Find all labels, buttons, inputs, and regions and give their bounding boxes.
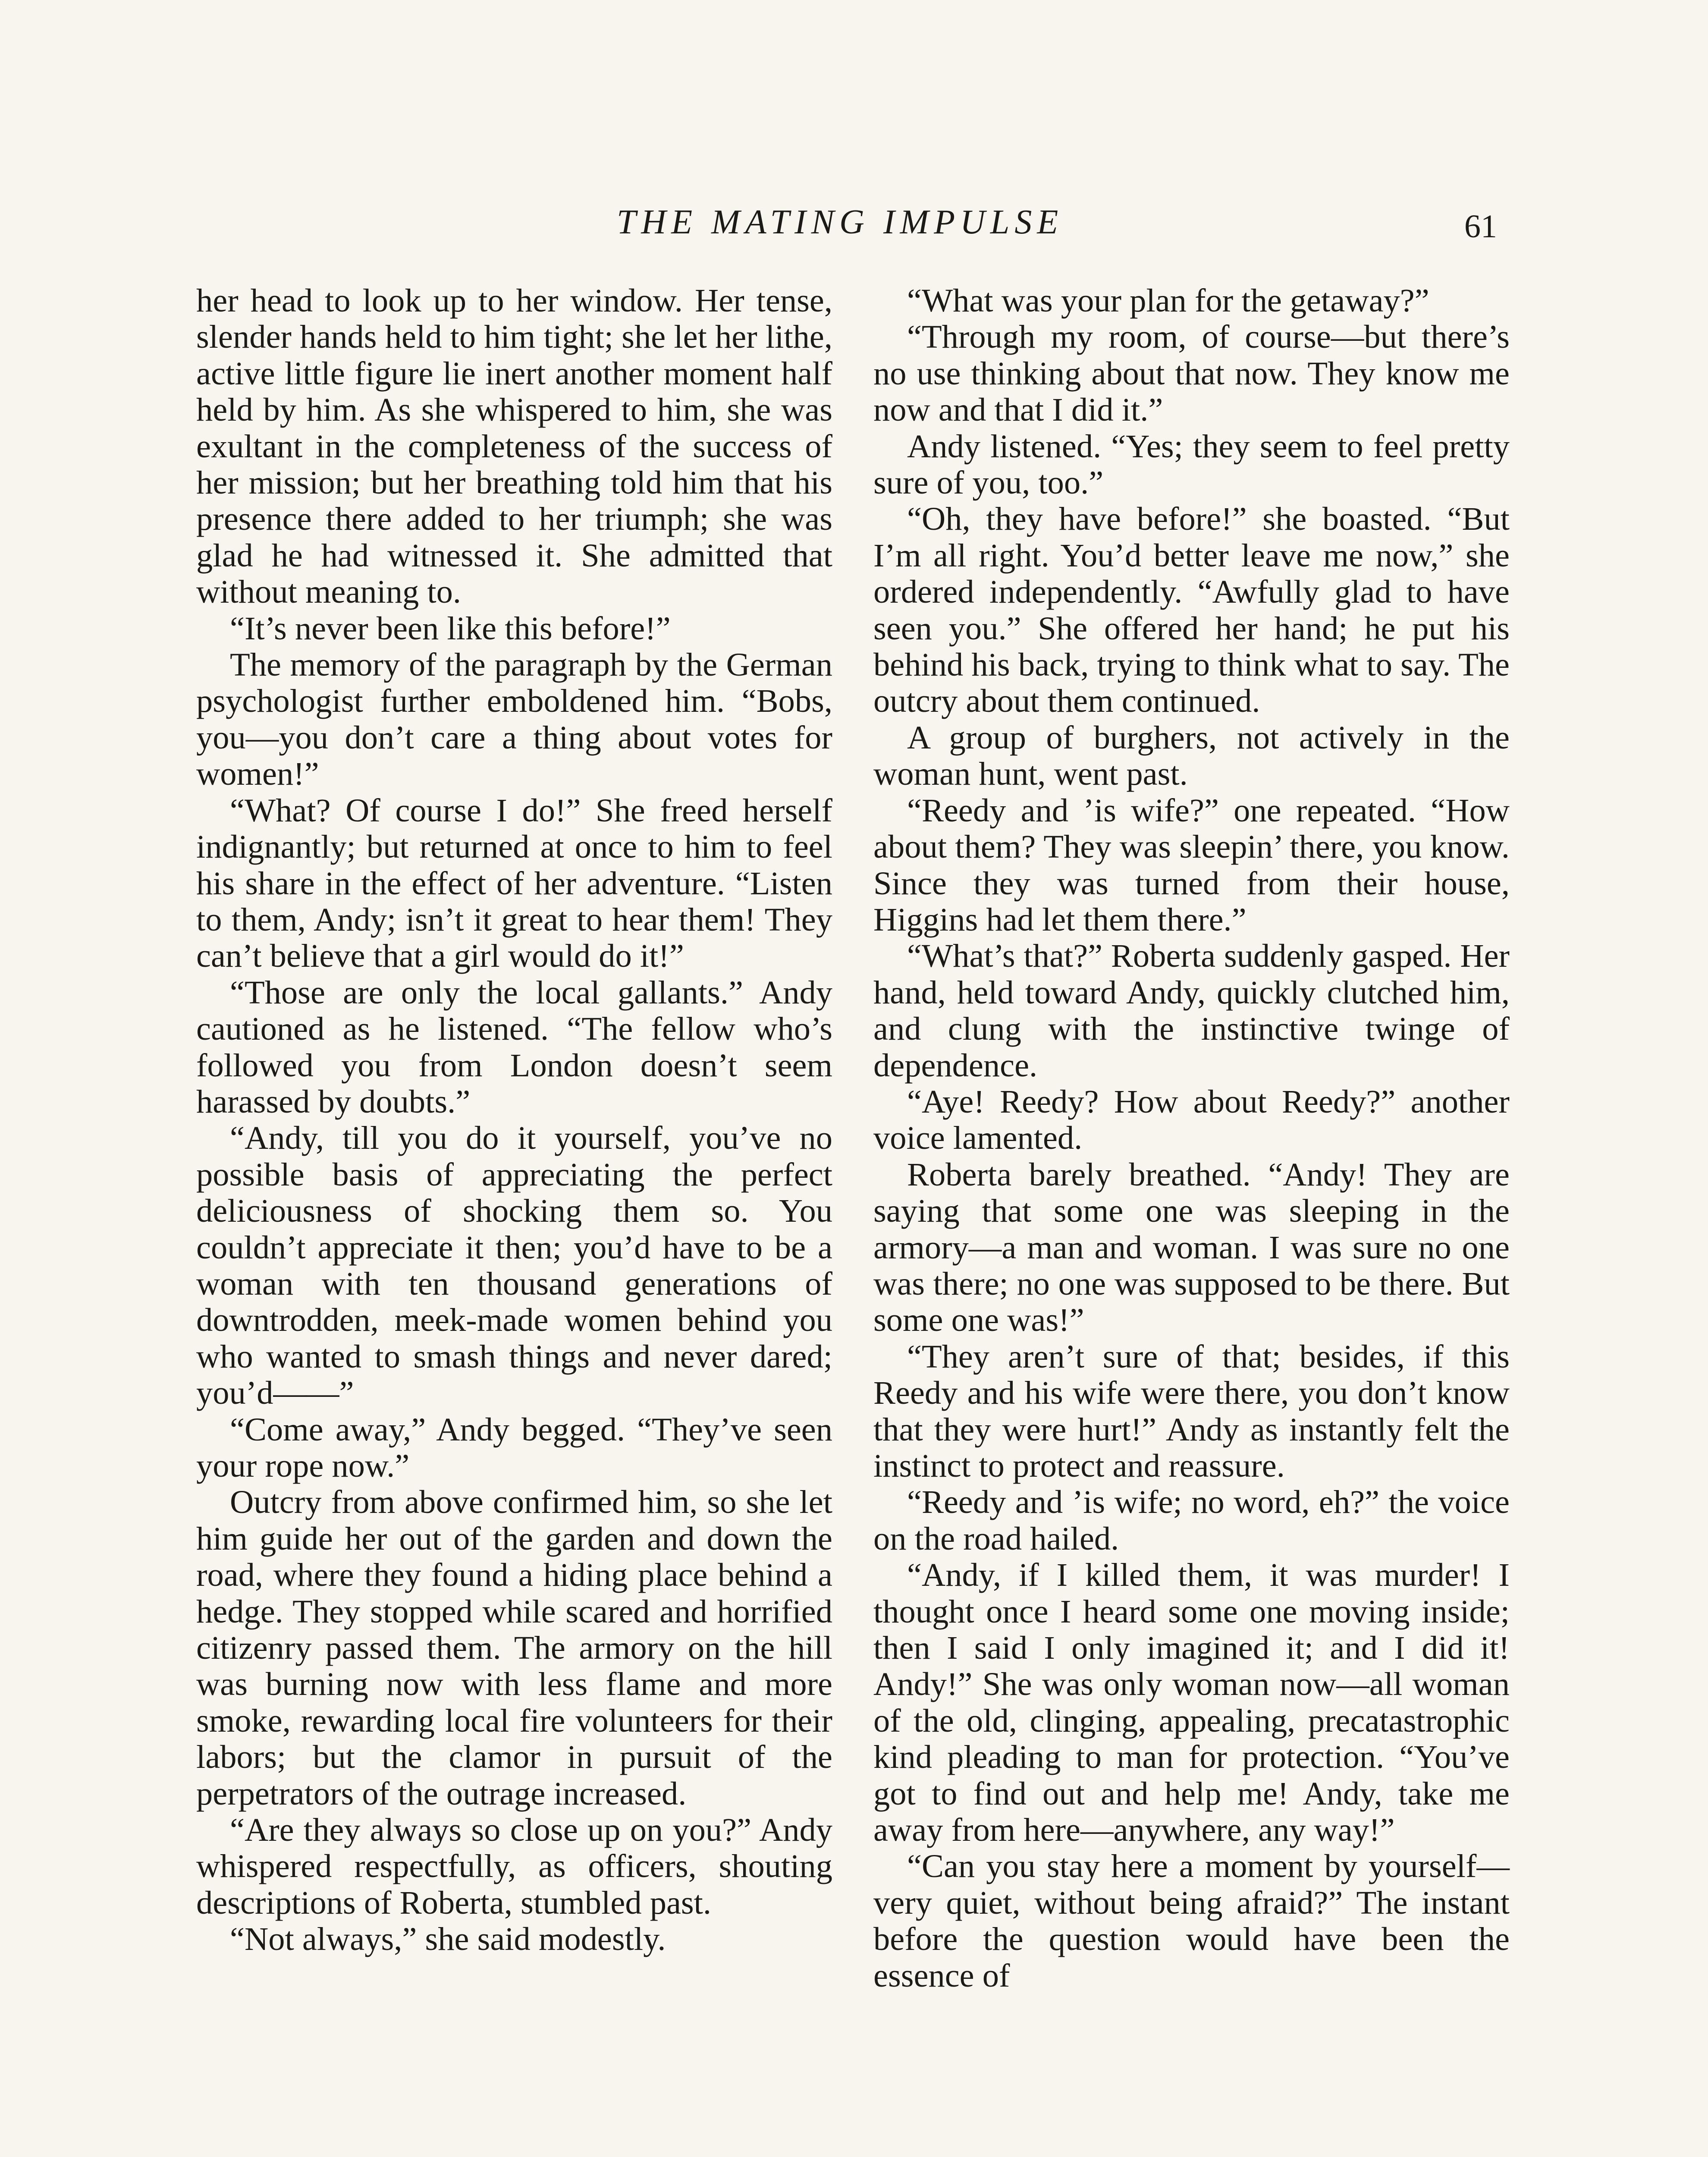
paragraph: “Reedy and ’is wife?” one repeated. “How about them? They was sleepin’ there, you know. Since they was turned from their house, Higgins had let them there.”: [873, 792, 1510, 938]
paragraph: “Can you stay here a moment by yourself—very quiet, without being afraid?” The instant before the question would have been the essence of: [873, 1848, 1510, 1994]
paragraph: Roberta barely breathed. “Andy! They are saying that some one was sleeping in the armory—a man and woman. I was sure no one was there; no one was supposed to be there. But some one was!”: [873, 1156, 1510, 1339]
paragraph: “Come away,” Andy begged. “They’ve seen your rope now.”: [196, 1411, 832, 1484]
paragraph: “Reedy and ’is wife; no word, eh?” the voice on the road hailed.: [873, 1484, 1510, 1557]
paragraph: “Andy, if I killed them, it was murder! I thought once I heard some one moving inside; then I said I only imagined it; and I did it! Andy!” She was only woman now—all woman of the old, clinging, appealing, precatastrophic kind pleading to man for protection. “You’ve got to find out and help me! Andy, take me away from here—anywhere, any way!”: [873, 1556, 1510, 1849]
running-title: THE MATING IMPULSE: [617, 203, 1064, 241]
left-column: [196, 283, 832, 2157]
paragraph: “It’s never been like this before!”: [230, 610, 671, 647]
paragraph: “What? Of course I do!” She freed herself indignantly; but returned at once to him to feel his share in the effect of her adventure. “Listen to them, Andy; isn’t it great to hear them! They can’t believe that a girl would do it!”: [196, 792, 832, 975]
page-number: 61: [1464, 208, 1497, 245]
paragraph: A group of burghers, not actively in the woman hunt, went past.: [873, 719, 1510, 792]
page-header: [0, 203, 1708, 263]
right-column: [873, 283, 1510, 2157]
paragraph: Outcry from above confirmed him, so she let him guide her out of the garden and down the road, where they found a hiding place behind a hedge. They stopped while scared and horrified citizenry passed them. The armory on the hill was burning now with less flame and more smoke, rewarding local fire volunteers for their labors; but the clamor in pursuit of the perpetrators of the outrage increased.: [196, 1484, 832, 1812]
paragraph: “Are they always so close up on you?” Andy whispered respectfully, as officers, shouting descriptions of Roberta, stumbled past.: [196, 1811, 832, 1921]
paragraph: “Andy, till you do it yourself, you’ve no possible basis of appreciating the perfect deliciousness of shocking them so. You couldn’t appreciate it then; you’d have to be a woman with ten thousand generations of downtrodden, meek-made women behind you who wanted to smash things and never dared; you’d——”: [196, 1119, 832, 1412]
paragraph: “Oh, they have before!” she boasted. “But I’m all right. You’d better leave me now,” she ordered independently. “Awfully glad to have seen you.” She offered her hand; he put his behind his back, trying to think what to say. The outcry about them continued.: [873, 500, 1510, 720]
paragraph: “Not always,” she said modestly.: [230, 1921, 666, 1958]
paragraph: Andy listened. “Yes; they seem to feel pretty sure of you, too.”: [873, 428, 1510, 501]
paragraph: “Those are only the local gallants.” Andy cautioned as he listened. “The fellow who’s followed you from London doesn’t seem harassed by doubts.”: [196, 974, 832, 1120]
paragraph: “Aye! Reedy? How about Reedy?” another voice lamented.: [873, 1083, 1510, 1157]
paragraph: The memory of the paragraph by the German psychologist further emboldened him. “Bobs, you—you don’t care a thing about votes for women!”: [196, 646, 832, 792]
paragraph: “Through my room, of course—but there’s no use thinking about that now. They know me now and that I did it.”: [873, 318, 1510, 428]
paragraph: “They aren’t sure of that; besides, if this Reedy and his wife were there, you don’t know that they were hurt!” Andy as instantly felt the instinct to protect and reassure.: [873, 1338, 1510, 1484]
paragraph: “What was your plan for the getaway?”: [907, 282, 1429, 319]
paragraph: “What’s that?” Roberta suddenly gasped. Her hand, held toward Andy, quickly clutched him, and clung with the instinctive twinge of dependence.: [873, 937, 1510, 1084]
paragraph: her head to look up to her window. Her tense, slender hands held to him tight; she let her lithe, active little figure lie inert another moment half held by him. As she whispered to him, she was exultant in the completeness of the success of her mission; but her breathing told him that his presence there added to her triumph; she was glad he had witnessed it. She admitted that without meaning to.: [196, 282, 832, 610]
